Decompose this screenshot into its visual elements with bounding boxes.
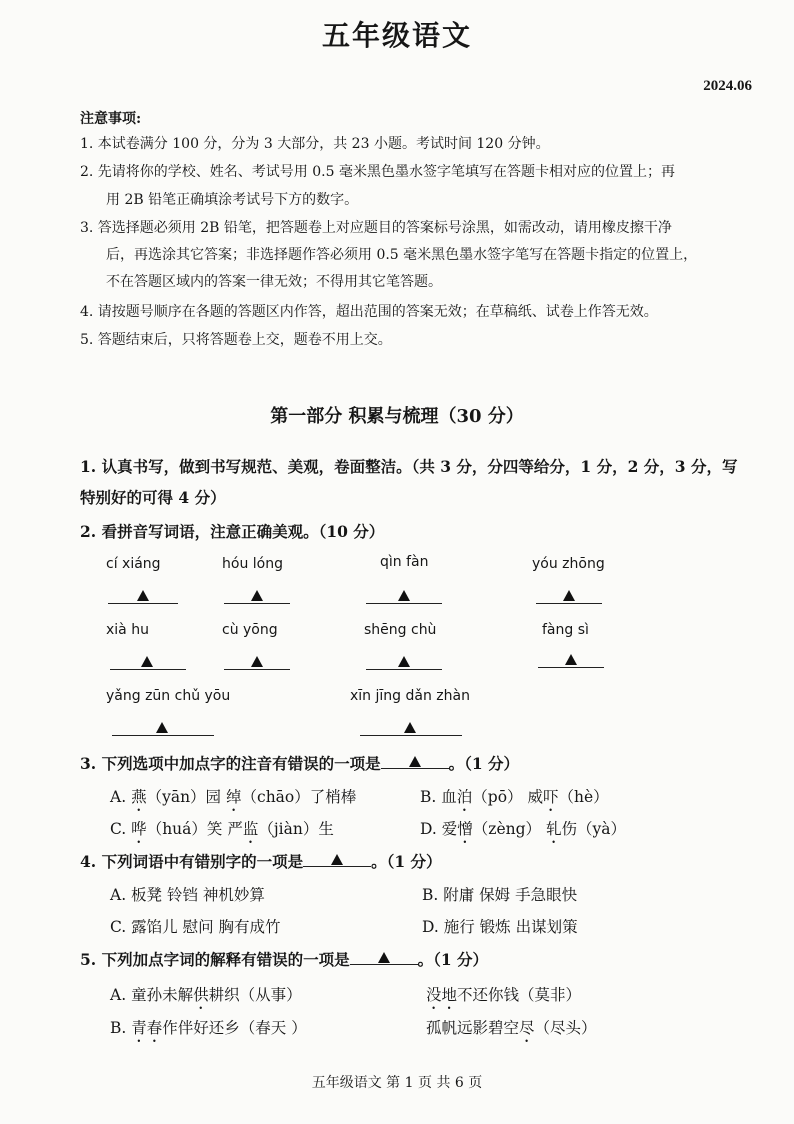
page-footer: 五年级语文 第 1 页 共 6 页 (311, 1075, 483, 1091)
triangle-icon (378, 952, 390, 963)
answer-blank[interactable] (303, 852, 371, 867)
answer-line[interactable] (366, 603, 442, 604)
answer-line[interactable] (224, 669, 290, 670)
pinyin-1: cí xiáng (106, 556, 161, 572)
triangle-icon (404, 722, 416, 733)
page-title: 五年级语文 (321, 19, 472, 52)
answer-line[interactable] (366, 669, 442, 670)
pinyin-9: yǎng zūn chǔ yōu (106, 688, 231, 704)
notice-item-3: 3. 答选择题必须用 2B 铅笔，把答题卷上对应题目的答案标号涂黑，如需改动，请用橡皮擦干净 (80, 220, 672, 236)
question-1-line1: 1. 认真书写，做到书写规范、美观，卷面整洁。（共 3 分，分四等给分，1 分，2 分，3 分，写 (80, 457, 738, 476)
q5-option-a2[interactable]: 没地不还你钱（莫非） (426, 986, 582, 1004)
notice-item-3-cont2: 不在答题区域内的答案一律无效；不得用其它笔答题。 (106, 274, 442, 290)
notice-item-1: 1. 本试卷满分 100 分，分为 3 大部分，共 23 小题。考试时间 120 分钟。 (80, 136, 550, 152)
notice-item-2: 2. 先请将你的学校、姓名、考试号用 0.5 毫米黑色墨水签字笔填写在答题卡相对应的位置上；再 (80, 164, 675, 180)
answer-line[interactable] (536, 603, 602, 604)
answer-blank[interactable] (350, 950, 418, 965)
question-5-stem (80, 948, 488, 970)
triangle-icon (137, 590, 149, 601)
question-5-text: 5. 下列加点字词的解释有错误的一项是 (80, 950, 350, 969)
question-3-text: 3. 下列选项中加点字的注音有错误的一项是 (80, 754, 381, 773)
triangle-icon (251, 590, 263, 601)
notice-item-2-cont: 用 2B 铅笔正确填涂考试号下方的数字。 (106, 192, 359, 208)
question-3-score: 。（1 分） (448, 754, 520, 773)
pinyin-6: cù yōng (222, 622, 278, 638)
triangle-icon (331, 854, 343, 865)
q3-option-d[interactable]: D. 爱憎（zèng） 轧伤（yà） (420, 820, 626, 838)
triangle-icon (565, 654, 577, 665)
pinyin-3: qìn fàn (380, 554, 429, 570)
question-2-stem: 2. 看拼音写词语，注意正确美观。（10 分） (80, 522, 385, 541)
pinyin-4: yóu zhōng (532, 556, 605, 572)
answer-blank[interactable] (381, 754, 449, 769)
answer-line[interactable] (538, 667, 604, 668)
q5-option-b2[interactable]: 孤帆远影碧空尽（尽头） (426, 1019, 597, 1037)
q3-option-c[interactable]: C. 哗（huá）笑 严监（jiàn）生 (110, 820, 334, 838)
q3-option-a[interactable]: A. 燕（yān）园 绰（chāo）了梢棒 (110, 788, 357, 806)
pinyin-8: fàng sì (542, 622, 589, 638)
answer-line[interactable] (108, 603, 178, 604)
q5-option-b1[interactable]: B. 青春作伴好还乡（春天 ） (110, 1019, 307, 1037)
notice-item-4: 4. 请按题号顺序在各题的答题区内作答，超出范围的答案无效；在草稿纸、试卷上作答无效。 (80, 304, 658, 320)
exam-date: 2024.06 (703, 78, 752, 94)
triangle-icon (398, 590, 410, 601)
answer-line[interactable] (112, 735, 214, 736)
question-5-score: 。（1 分） (417, 950, 489, 969)
question-4-score: 。（1 分） (371, 852, 442, 871)
triangle-icon (563, 590, 575, 601)
question-4-stem (80, 850, 442, 872)
triangle-icon (141, 656, 153, 667)
triangle-icon (251, 656, 263, 667)
triangle-icon (156, 722, 168, 733)
q3-option-b[interactable]: B. 血泊（pō） 威吓（hè） (420, 788, 609, 806)
notice-heading: 注意事项: (80, 111, 142, 127)
question-1-line2: 特别好的可得 4 分） (80, 488, 226, 507)
section-title: 第一部分 积累与梳理（30 分） (270, 406, 524, 427)
answer-line[interactable] (224, 603, 290, 604)
pinyin-10: xīn jīng dǎn zhàn (350, 688, 470, 704)
q5-option-a1[interactable]: A. 童孙未解供耕织（从事） (110, 986, 302, 1004)
q4-option-c[interactable]: C. 露馅儿 慰问 胸有成竹 (110, 918, 281, 936)
pinyin-5: xià hu (106, 622, 149, 638)
notice-item-5: 5. 答题结束后，只将答题卷上交，题卷不用上交。 (80, 332, 392, 348)
triangle-icon (409, 756, 421, 767)
answer-line[interactable] (110, 669, 186, 670)
notice-item-3-cont: 后，再选涂其它答案；非选择题作答必须用 0.5 毫米黑色墨水签字笔写在答题卡指定的位置上， (106, 247, 698, 263)
pinyin-7: shēng chù (364, 622, 437, 638)
q4-option-a[interactable]: A. 板凳 铃铛 神机妙算 (110, 886, 265, 904)
question-3-stem (80, 752, 519, 774)
triangle-icon (398, 656, 410, 667)
q4-option-b[interactable]: B. 附庸 保姆 手急眼快 (422, 886, 578, 904)
pinyin-2: hóu lóng (222, 556, 283, 572)
answer-line[interactable] (360, 735, 462, 736)
question-4-text: 4. 下列词语中有错别字的一项是 (80, 852, 304, 871)
q4-option-d[interactable]: D. 施行 锻炼 出谋划策 (422, 918, 578, 936)
